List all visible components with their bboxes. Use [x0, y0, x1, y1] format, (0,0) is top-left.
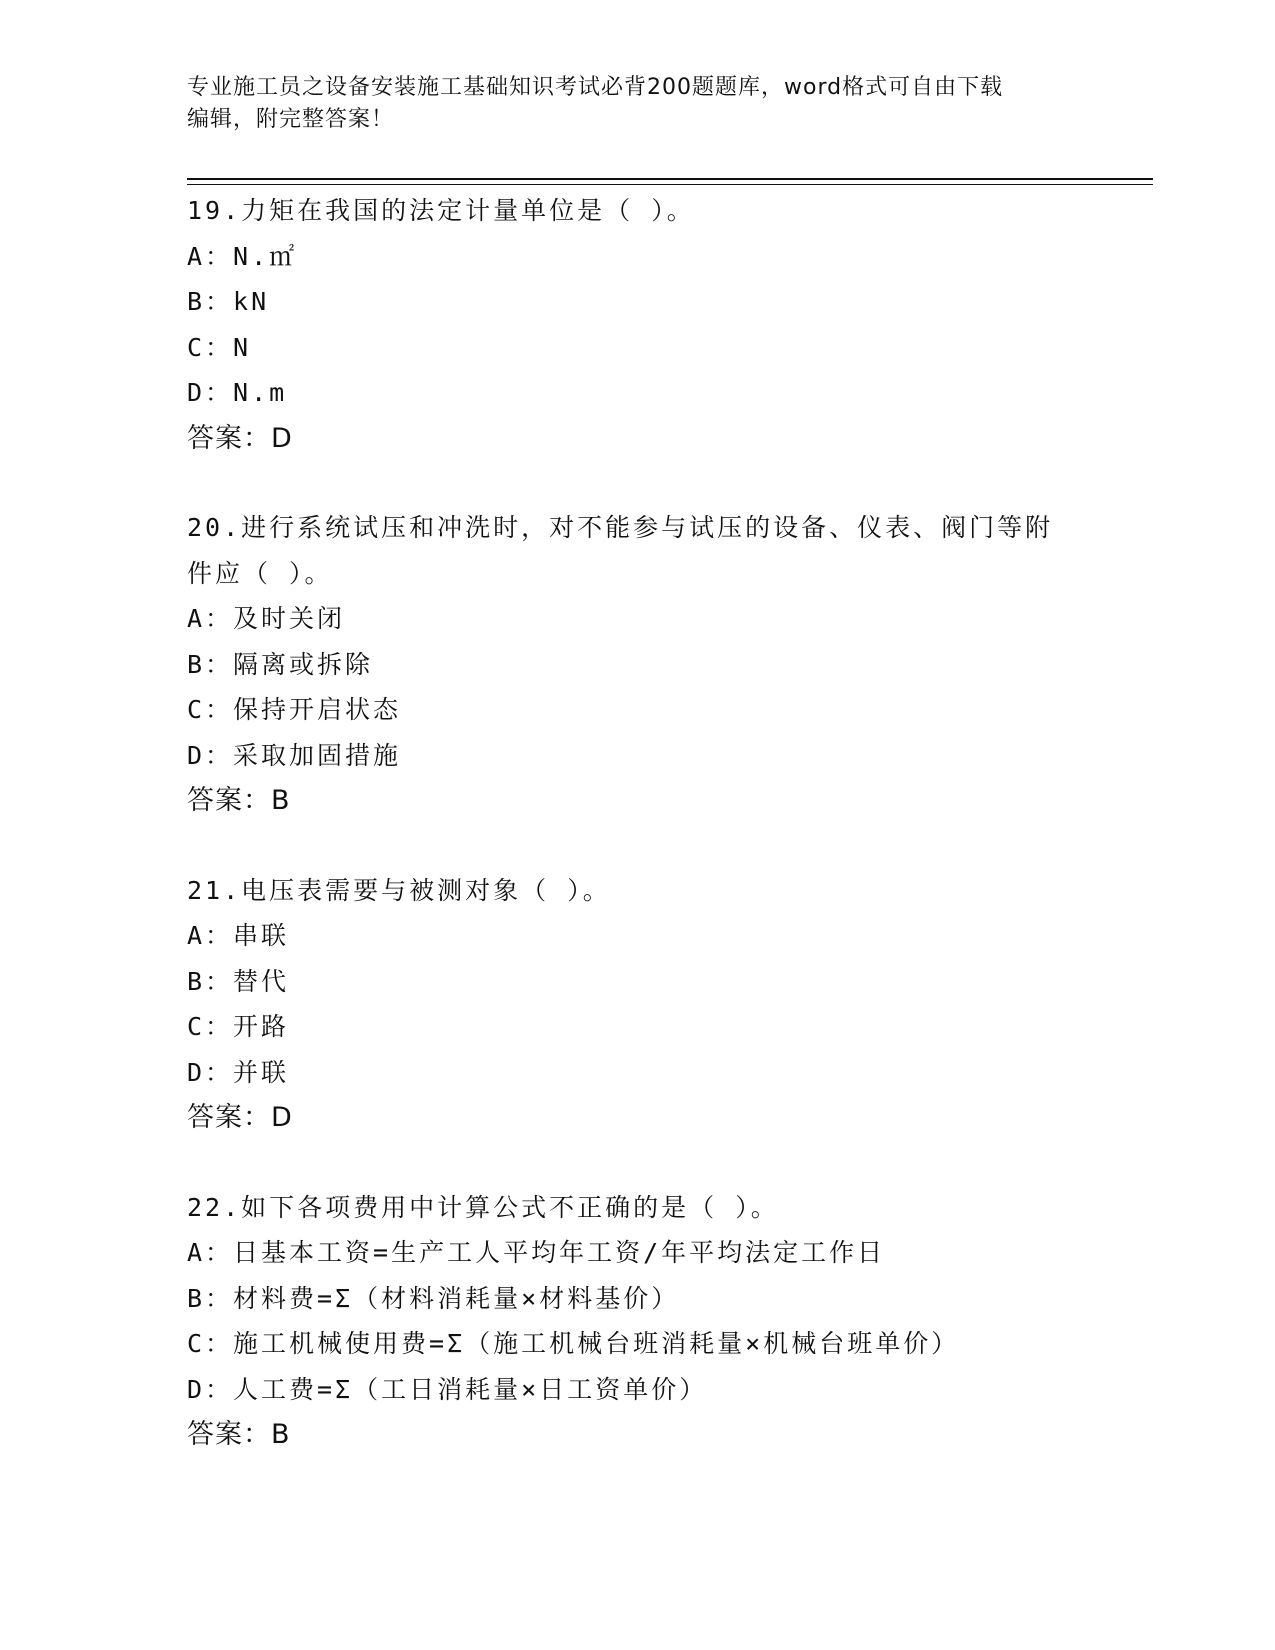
answer: 答案：D [187, 1102, 293, 1133]
header-line-1: 专业施工员之设备安装施工基础知识考试必背200题题库，word格式可自由下载 [187, 75, 1004, 100]
question-19 [187, 188, 1087, 461]
option-b: B：kN [187, 287, 270, 316]
option-a: A：日基本工资=生产工人平均年工资/年平均法定工作日 [187, 1238, 886, 1267]
header-rule-top [187, 178, 1153, 180]
answer: 答案：B [187, 785, 291, 816]
question-20 [187, 505, 1087, 824]
option-c: C：施工机械使用费=Σ（施工机械台班消耗量×机械台班单价） [187, 1329, 960, 1358]
question-list [187, 188, 1087, 1458]
question-stem: 19.力矩在我国的法定计量单位是（ ）。 [187, 196, 695, 225]
option-b: B：隔离或拆除 [187, 649, 374, 679]
option-c: C：保持开启状态 [187, 695, 402, 724]
option-b: B：替代 [187, 966, 290, 996]
option-c: C：开路 [187, 1012, 290, 1041]
option-b: B：材料费=Σ（材料消耗量×材料基价） [187, 1283, 680, 1313]
option-d: D：采取加固措施 [187, 740, 402, 770]
option-d: D：N.m [187, 378, 288, 407]
question-stem: 21.电压表需要与被测对象（ ）。 [187, 875, 611, 905]
header-line-2: 编辑，附完整答案！ [187, 107, 395, 132]
header-rule-bottom [187, 184, 1153, 185]
question-stem: 20.进行系统试压和冲洗时，对不能参与试压的设备、仪表、阀门等附 [187, 513, 1054, 542]
option-d: D：人工费=Σ（工日消耗量×日工资单价） [187, 1374, 708, 1404]
option-a: A：及时关闭 [187, 604, 346, 633]
question-stem-continued: 件应（ ）。 [187, 558, 333, 588]
option-a: A：串联 [187, 921, 290, 950]
document-header [187, 72, 1067, 136]
question-21 [187, 868, 1087, 1141]
option-a: A：N.㎡ [187, 241, 298, 271]
question-stem: 22.如下各项费用中计算公式不正确的是（ ）。 [187, 1192, 779, 1222]
answer: 答案：B [187, 1419, 291, 1450]
option-c: C：N [187, 332, 252, 362]
question-22 [187, 1185, 1087, 1458]
answer: 答案：D [187, 422, 293, 454]
option-d: D：并联 [187, 1057, 290, 1087]
